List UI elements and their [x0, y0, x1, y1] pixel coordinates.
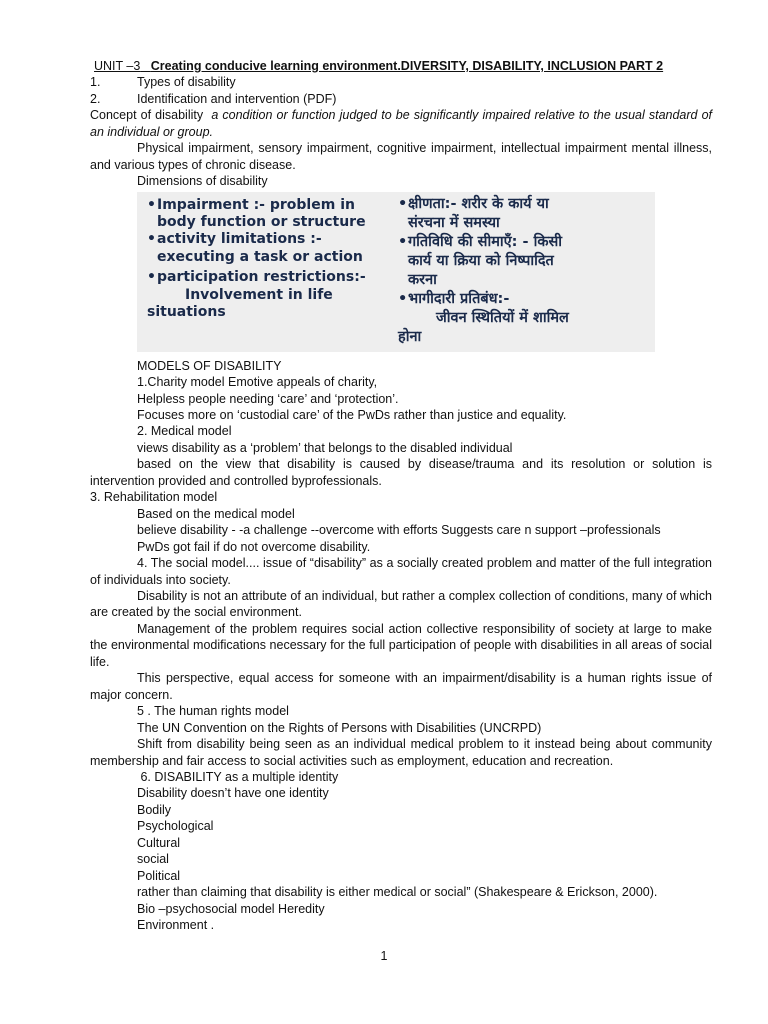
- title-text: Creating conducive learning environment.DIVERSITY, DISABILITY, INCLUSION PART 2: [150, 59, 664, 73]
- bullet-icon: •: [398, 195, 408, 212]
- list-item: [90, 74, 712, 90]
- text-line: The UN Convention on the Rights of Persons with Disabilities (UNCRPD): [137, 720, 542, 735]
- section-heading: 3. Rehabilitation model: [90, 490, 218, 505]
- figure-line: participation restrictions:-: [157, 269, 366, 286]
- text-line: Psychological: [137, 819, 214, 834]
- figure-line: संरचना में समस्या: [408, 214, 500, 231]
- text-line: views disability as a ‘problem’ that belongs to the disabled individual: [137, 440, 513, 455]
- text-line: Political: [137, 868, 181, 883]
- body-paragraph: based on the view that disability is caused by disease/trauma and its resolution or solution is intervention provided and controlled byprofessionals.: [90, 457, 712, 488]
- text-line: rather than claiming that disability is either medical or social” (Shakespeare & Erickson, 2000).: [137, 885, 658, 900]
- list-number: 2.: [90, 91, 101, 106]
- figure-line: जीवन स्थितियों में शामिल: [436, 309, 569, 326]
- body-paragraph: Shift from disability being seen as an individual medical problem to it instead being about community membership and fair access to social activities such as employment, education and recreation.: [90, 737, 712, 768]
- text-line: PwDs got fail if do not overcome disability.: [137, 539, 371, 554]
- concept-definition: a condition or function judged to be significantly impaired relative to the usual standard of an individual or group.: [90, 108, 713, 139]
- document-title: [90, 58, 712, 74]
- figure-line: body function or structure: [157, 214, 366, 231]
- list-number: 1.: [90, 75, 101, 90]
- list-text: Identification and intervention (PDF): [137, 91, 337, 106]
- text-line: 2. Medical model: [137, 424, 232, 439]
- page-number: 1: [380, 949, 388, 963]
- body-paragraph: 4. The social model.... issue of “disability” as a socially created problem and matter of the full integration of individuals into society.: [90, 556, 712, 587]
- section-heading: 6. DISABILITY as a multiple identity: [137, 769, 339, 784]
- list-text: Types of disability: [137, 75, 236, 90]
- text-line: Disability doesn’t have one identity: [137, 786, 329, 801]
- text-line: Bio –psychosocial model Heredity: [137, 901, 325, 916]
- text-line: 5 . The human rights model: [137, 704, 289, 719]
- bullet-icon: •: [398, 290, 408, 307]
- figure-line: होना: [398, 328, 422, 345]
- text-line: Environment .: [137, 918, 215, 933]
- concept-label: Concept of disability: [90, 108, 204, 123]
- figure-line: situations: [147, 304, 226, 321]
- figure-line: Impairment :- problem in: [157, 196, 355, 213]
- text-line: 1.Charity model Emotive appeals of charity,: [137, 375, 378, 390]
- text-line: Cultural: [137, 835, 181, 850]
- bullet-icon: •: [147, 196, 156, 213]
- figure-line: activity limitations :-: [157, 231, 322, 248]
- body-paragraph: Disability is not an attribute of an individual, but rather a complex collection of conditions, many of which are created by the social environment.: [90, 588, 712, 620]
- bullet-icon: •: [147, 269, 156, 286]
- bullet-icon: •: [398, 233, 408, 250]
- figure-line: गतिविधि की सीमाएँ: - किसी: [408, 233, 563, 250]
- bullet-icon: •: [147, 231, 156, 248]
- text-line: Focuses more on ‘custodial care’ of the PwDs rather than justice and equality.: [137, 407, 567, 422]
- body-paragraph: This perspective, equal access for someone with an impairment/disability is a human rights issue of major concern.: [90, 671, 712, 702]
- text-line: believe disability - -a challenge --overcome with efforts Suggests care n support –professionals: [137, 523, 661, 538]
- models-heading: MODELS OF DISABILITY: [137, 358, 282, 373]
- dimensions-heading: Dimensions of disability: [137, 174, 268, 189]
- figure-english-column: [137, 192, 394, 352]
- figure-line: भागीदारी प्रतिबंध:-: [408, 290, 510, 307]
- unit-label: UNIT –3: [94, 59, 141, 73]
- figure-line: Involvement in life: [185, 286, 333, 303]
- text-line: Bodily: [137, 802, 172, 817]
- figure-line: करना: [408, 271, 437, 288]
- text-line: Helpless people needing ‘care’ and ‘protection’.: [137, 391, 399, 406]
- figure-hindi-column: [394, 192, 655, 352]
- text-line: social: [137, 852, 169, 867]
- concept-paragraph: [90, 107, 712, 140]
- text-line: Based on the medical model: [137, 506, 295, 521]
- impairments-paragraph: Physical impairment, sensory impairment, cognitive impairment, intellectual impairment mental illness, and various types of chronic disease.: [90, 141, 712, 172]
- figure-line: कार्य या क्रिया को निष्पादित: [408, 252, 554, 269]
- figure-line: क्षीणता:- शरीर के कार्य या: [408, 195, 549, 212]
- figure-line: executing a task or action: [157, 248, 363, 265]
- dimensions-figure: [137, 192, 655, 352]
- document-page: [90, 58, 712, 933]
- body-paragraph: Management of the problem requires social action collective responsibility of society at large to make the environmental modifications necessary for the full participation of people with disabilities in all areas of social life.: [90, 621, 712, 669]
- list-item: [90, 91, 712, 107]
